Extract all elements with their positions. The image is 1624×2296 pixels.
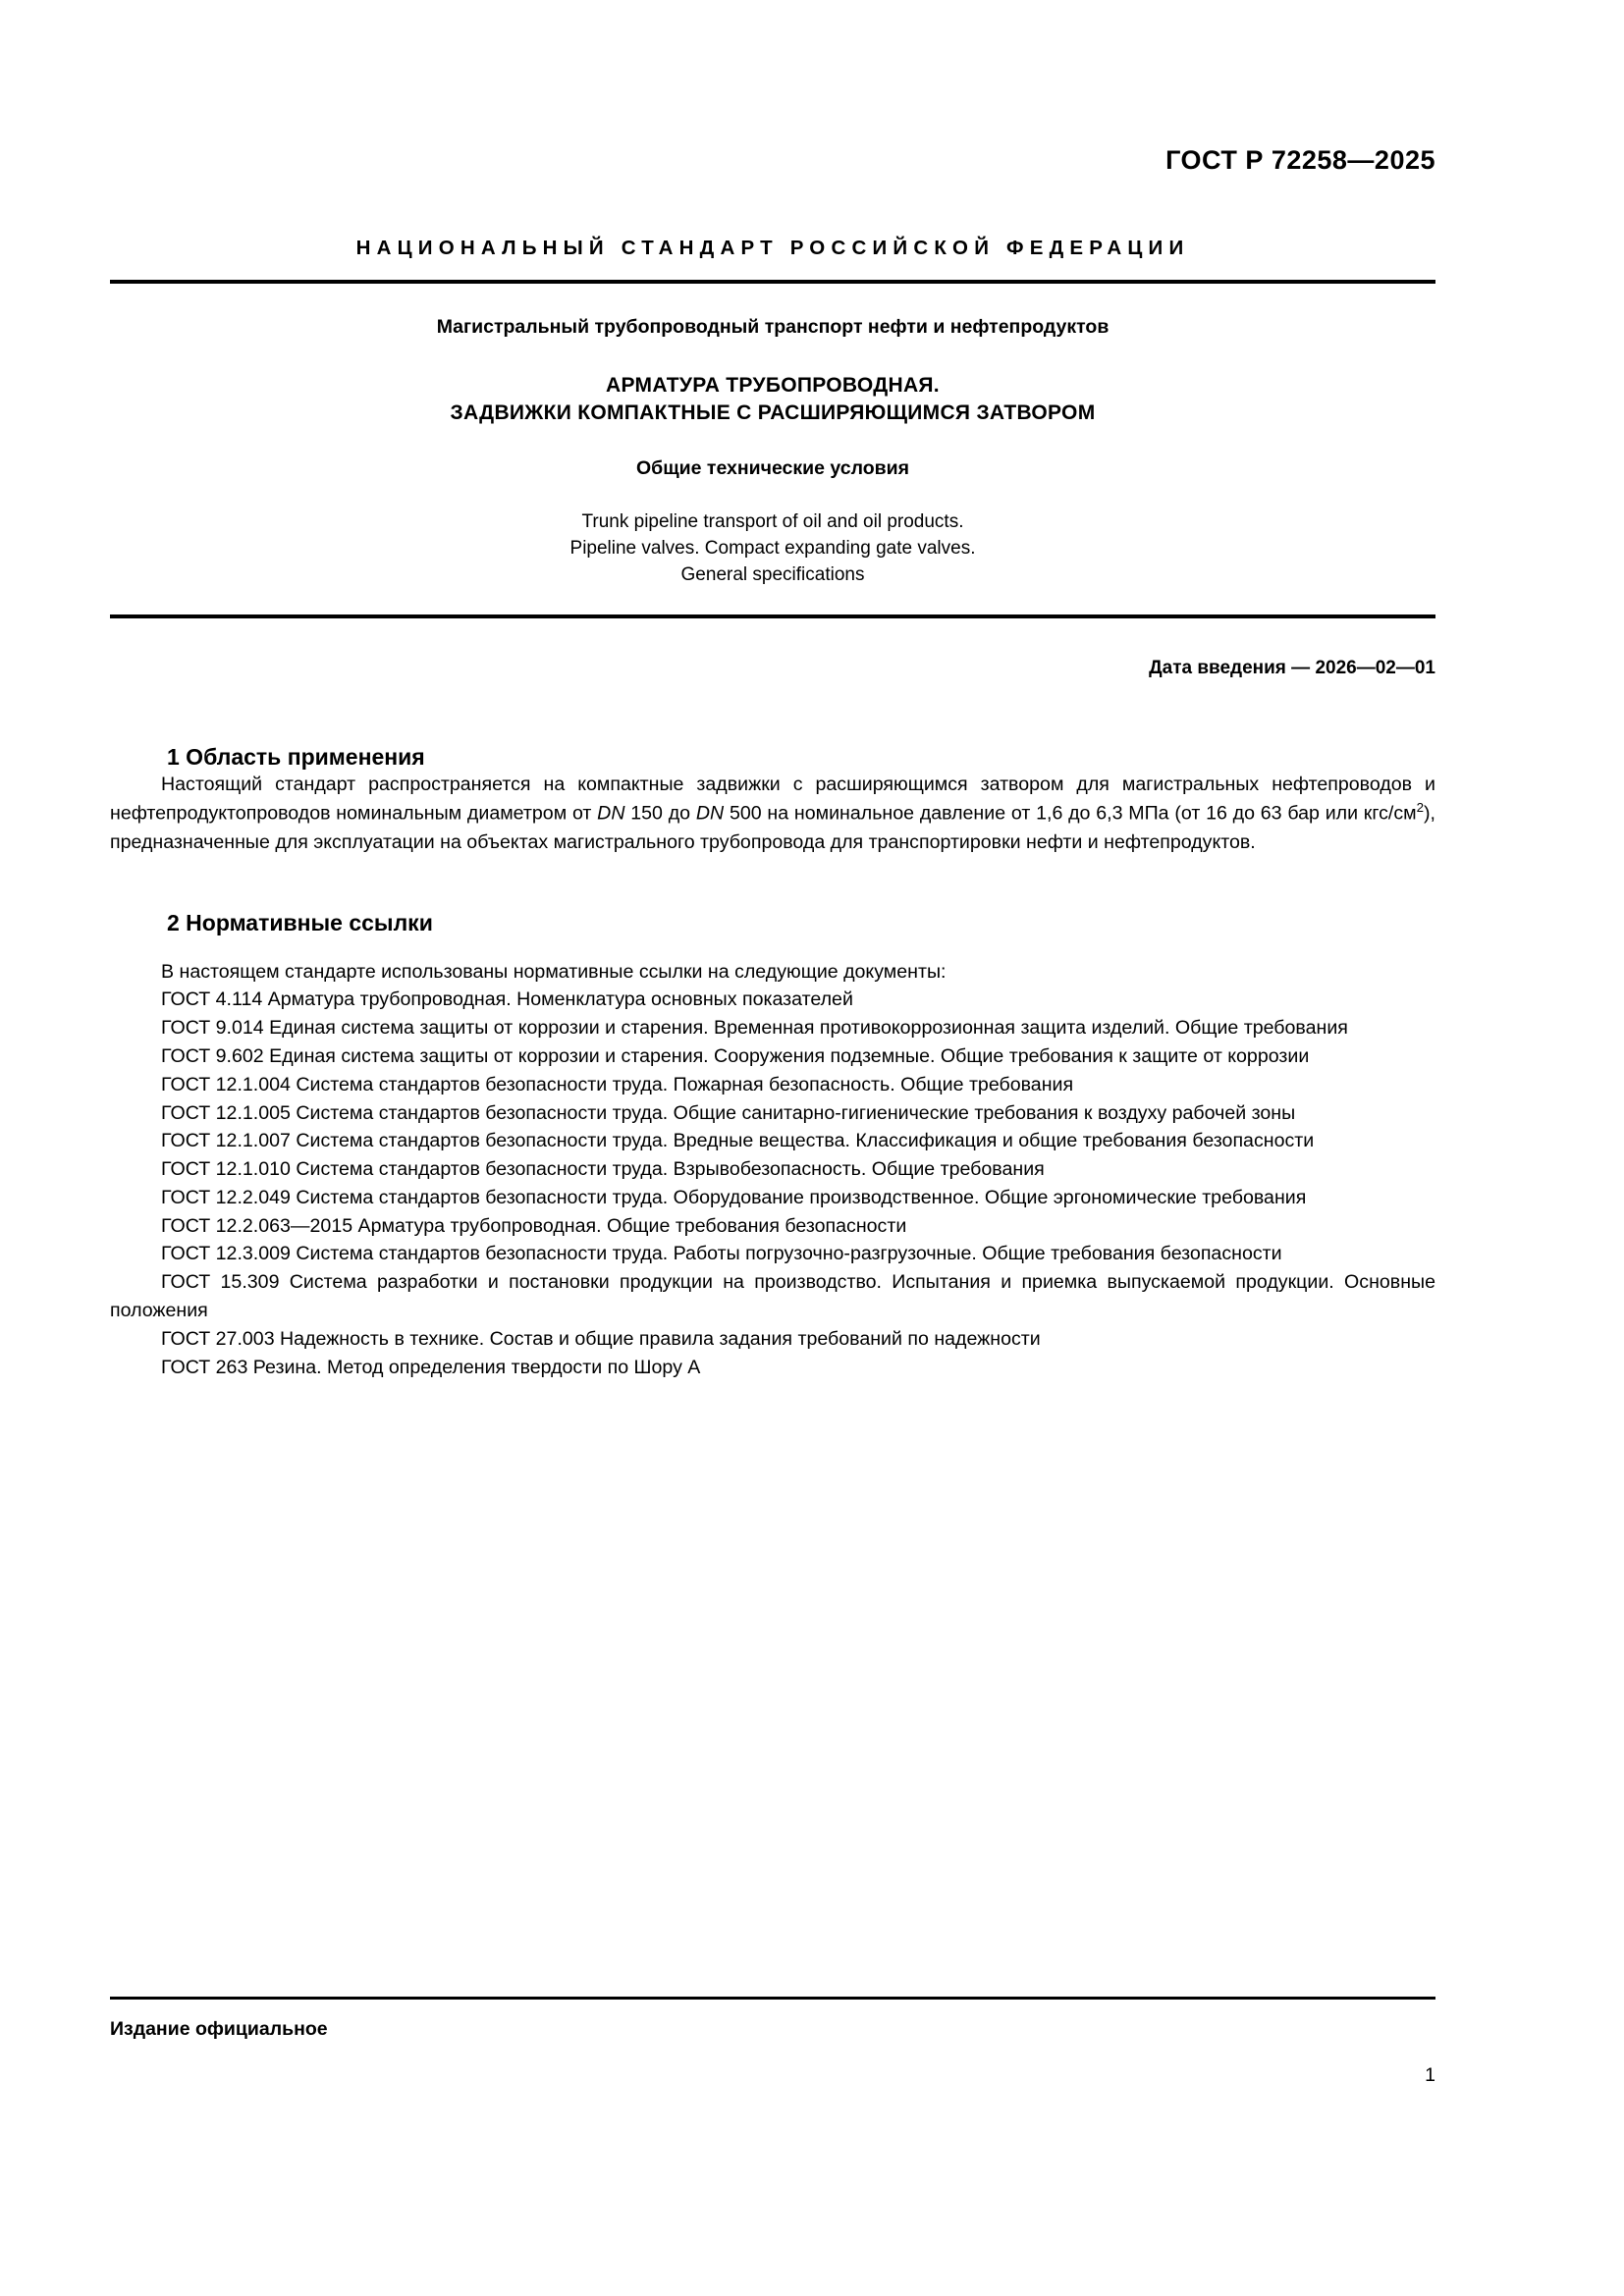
scope-superscript: 2 [1416,800,1425,816]
scope-text-part-2: 150 до [624,802,696,825]
english-title-line-2: Pipeline valves. Compact expanding gate valves. [569,537,976,559]
reference-item: ГОСТ 12.1.005 Система стандартов безопасности труда. Общие санитарно-гигиенические требования к воздуху рабочей зоны [161,1101,1296,1124]
divider-top [110,280,1435,284]
main-title-line-1: АРМАТУРА ТРУБОПРОВОДНАЯ. [606,374,940,397]
scope-text-part-4: ), предназначенные для эксплуатации на объектах магистрального трубопровода для транспортировки нефти и нефтепродуктов. [110,802,1435,853]
reference-item: ГОСТ 263 Резина. Метод определения твердости по Шору А [161,1356,701,1378]
references-list [110,958,1435,1382]
footer-divider [110,1997,1435,2000]
reference-item: ГОСТ 12.1.004 Система стандартов безопасности труда. Пожарная безопасность. Общие требования [161,1073,1074,1095]
subject-line: Магистральный трубопроводный транспорт нефти и нефтепродуктов [436,316,1110,338]
reference-item: ГОСТ 27.003 Надежность в технике. Состав и общие правила задания требований по надежности [161,1327,1041,1350]
english-title-line-1: Trunk pipeline transport of oil and oil products. [581,510,964,532]
reference-item: ГОСТ 12.3.009 Система стандартов безопасности труда. Работы погрузочно-разгрузочные. Общие требования безопасности [161,1243,1282,1265]
section-title-scope: 1 Область применения [167,743,425,770]
reference-item: ГОСТ 12.1.007 Система стандартов безопасности труда. Вредные вещества. Классификация и общие требования безопасности [161,1130,1315,1152]
reference-item: ГОСТ 15.309 Система разработки и постановки продукции на производство. Испытания и приемка выпускаемой продукции. Основные положения [110,1271,1435,1322]
reference-item: ГОСТ 4.114 Арматура трубопроводная. Номенклатура основных показателей [161,988,853,1011]
scope-dn-1: DN [597,802,625,825]
page-content [110,0,1435,1381]
reference-item: ГОСТ 9.602 Единая система защиты от коррозии и старения. Сооружения подземные. Общие требования к защите от коррозии [161,1044,1310,1067]
scope-text-part-1: Настоящий стандарт распространяется на компактные задвижки с расширяющимся затвором для магистральных нефтепроводов и нефтепродуктопроводов номинальным диаметром от [110,773,1435,825]
references-intro: В настоящем стандарте использованы нормативные ссылки на следующие документы: [161,960,947,983]
english-title-line-3: General specifications [680,563,865,585]
scope-paragraph [110,771,1435,857]
scope-text-part-3: 500 на номинальное давление от 1,6 до 6,3 МПа (от 16 до 63 бар или кгс/см [724,802,1417,825]
reference-item: ГОСТ 9.014 Единая система защиты от коррозии и старения. Временная противокоррозионная защита изделий. Общие требования [161,1017,1348,1040]
reference-item: ГОСТ 12.1.010 Система стандартов безопасности труда. Взрывобезопасность. Общие требования [161,1158,1045,1181]
reference-item: ГОСТ 12.2.063—2015 Арматура трубопроводная. Общие требования безопасности [161,1214,907,1237]
main-title [110,372,1435,428]
main-title-line-2: ЗАДВИЖКИ КОМПАКТНЫЕ С РАСШИРЯЮЩИМСЯ ЗАТВОРОМ [450,401,1096,425]
document-code: ГОСТ Р 72258—2025 [1165,145,1435,175]
reference-item: ГОСТ 12.2.049 Система стандартов безопасности труда. Оборудование производственное. Общие эргономические требования [161,1186,1307,1208]
introduction-date: Дата введения — 2026—02—01 [1149,657,1435,678]
national-standard-heading: НАЦИОНАЛЬНЫЙ СТАНДАРТ РОССИЙСКОЙ ФЕДЕРАЦИИ [355,237,1190,259]
page-number: 1 [1425,2064,1435,2086]
official-edition-label: Издание официальное [110,2018,328,2040]
scope-dn-2: DN [695,802,725,825]
english-title-block [110,509,1435,589]
general-conditions-subtitle: Общие технические условия [635,456,910,479]
divider-bottom [110,614,1435,618]
section-title-references: 2 Нормативные ссылки [167,909,433,935]
